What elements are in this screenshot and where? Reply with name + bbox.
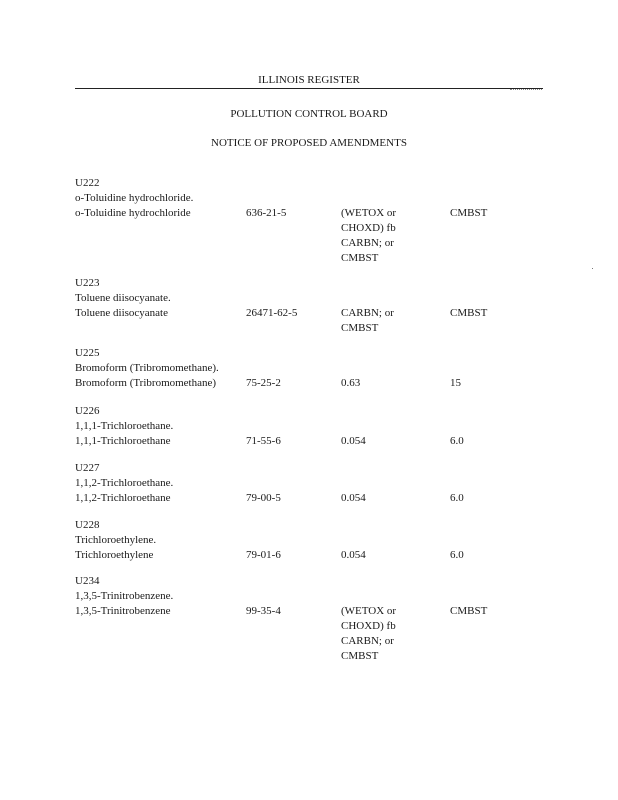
waste-entry bbox=[75, 574, 535, 662]
waste-category: 1,3,5-Trinitrobenzene. bbox=[75, 590, 174, 602]
waste-entry bbox=[75, 276, 535, 334]
wastewater-line: (WETOX or bbox=[341, 207, 397, 219]
notice-title: NOTICE OF PROPOSED AMENDMENTS bbox=[211, 137, 407, 149]
constituent-name: 1,1,1-Trichloroethane bbox=[75, 435, 171, 447]
waste-code: U234 bbox=[75, 575, 100, 587]
nonwastewater-standard: 6.0 bbox=[450, 549, 464, 561]
header-rule bbox=[75, 88, 543, 89]
constituent-row bbox=[75, 604, 535, 662]
constituent-name: o-Toluidine hydrochloride bbox=[75, 207, 191, 219]
waste-code: U228 bbox=[75, 519, 100, 531]
waste-code: U226 bbox=[75, 405, 100, 417]
cas-number: 26471-62-5 bbox=[246, 307, 298, 319]
wastewater-standard bbox=[341, 306, 413, 336]
waste-entry bbox=[75, 346, 535, 391]
waste-entry bbox=[75, 518, 535, 563]
wastewater-standard bbox=[341, 548, 413, 563]
waste-category: Bromoform (Tribromomethane). bbox=[75, 362, 219, 374]
nonwastewater-standard: 15 bbox=[450, 377, 461, 389]
wastewater-line: 0.054 bbox=[341, 492, 366, 504]
waste-entry bbox=[75, 461, 535, 506]
waste-category: Trichloroethylene. bbox=[75, 534, 157, 546]
wastewater-line: CHOXD) fb bbox=[341, 620, 396, 632]
nonwastewater-standard: CMBST bbox=[450, 605, 488, 617]
scan-speck bbox=[592, 268, 593, 269]
wastewater-standard bbox=[341, 491, 413, 506]
nonwastewater-standard: CMBST bbox=[450, 207, 488, 219]
wastewater-line: CARBN; or bbox=[341, 635, 394, 647]
wastewater-line: (WETOX or bbox=[341, 605, 397, 617]
waste-entry bbox=[75, 176, 535, 264]
waste-code: U223 bbox=[75, 277, 100, 289]
wastewater-standard bbox=[341, 376, 413, 391]
wastewater-line: CARBN; or bbox=[341, 237, 394, 249]
waste-category: Toluene diisocyanate. bbox=[75, 292, 171, 304]
wastewater-line: 0.054 bbox=[341, 549, 366, 561]
constituent-row bbox=[75, 376, 535, 391]
wastewater-standard bbox=[341, 604, 413, 664]
constituent-name: Bromoform (Tribromomethane) bbox=[75, 377, 217, 389]
constituent-row bbox=[75, 548, 535, 563]
wastewater-line: CARBN; or bbox=[341, 307, 394, 319]
waste-category: 1,1,2-Trichloroethane. bbox=[75, 477, 174, 489]
cas-number: 71-55-6 bbox=[246, 435, 281, 447]
waste-entry bbox=[75, 404, 535, 449]
board-name: POLLUTION CONTROL BOARD bbox=[230, 108, 388, 120]
wastewater-standard bbox=[341, 434, 413, 449]
wastewater-line: 0.054 bbox=[341, 435, 366, 447]
constituent-name: 1,1,2-Trichloroethane bbox=[75, 492, 171, 504]
cas-number: 636-21-5 bbox=[246, 207, 287, 219]
cas-number: 79-01-6 bbox=[246, 549, 281, 561]
cas-number: 99-35-4 bbox=[246, 605, 281, 617]
cas-number: 75-25-2 bbox=[246, 377, 281, 389]
constituent-row bbox=[75, 491, 535, 506]
wastewater-line: 0.63 bbox=[341, 377, 361, 389]
constituent-row bbox=[75, 306, 535, 334]
constituent-name: 1,3,5-Trinitrobenzene bbox=[75, 605, 171, 617]
waste-category: 1,1,1-Trichloroethane. bbox=[75, 420, 174, 432]
waste-code: U227 bbox=[75, 462, 100, 474]
constituent-row bbox=[75, 206, 535, 264]
constituent-name: Toluene diisocyanate bbox=[75, 307, 169, 319]
nonwastewater-standard: 6.0 bbox=[450, 435, 464, 447]
nonwastewater-standard: CMBST bbox=[450, 307, 488, 319]
waste-category: o-Toluidine hydrochloride. bbox=[75, 192, 194, 204]
cas-number: 79-00-5 bbox=[246, 492, 281, 504]
nonwastewater-standard: 6.0 bbox=[450, 492, 464, 504]
wastewater-line: CMBST bbox=[341, 322, 379, 334]
waste-code: U225 bbox=[75, 347, 100, 359]
waste-code: U222 bbox=[75, 177, 100, 189]
wastewater-line: CHOXD) fb bbox=[341, 222, 396, 234]
wastewater-line: CMBST bbox=[341, 650, 379, 662]
constituent-name: Trichloroethylene bbox=[75, 549, 154, 561]
register-title: ILLINOIS REGISTER bbox=[258, 74, 360, 86]
wastewater-line: CMBST bbox=[341, 252, 379, 264]
rule-tick bbox=[510, 89, 542, 90]
wastewater-standard bbox=[341, 206, 413, 266]
constituent-row bbox=[75, 434, 535, 449]
